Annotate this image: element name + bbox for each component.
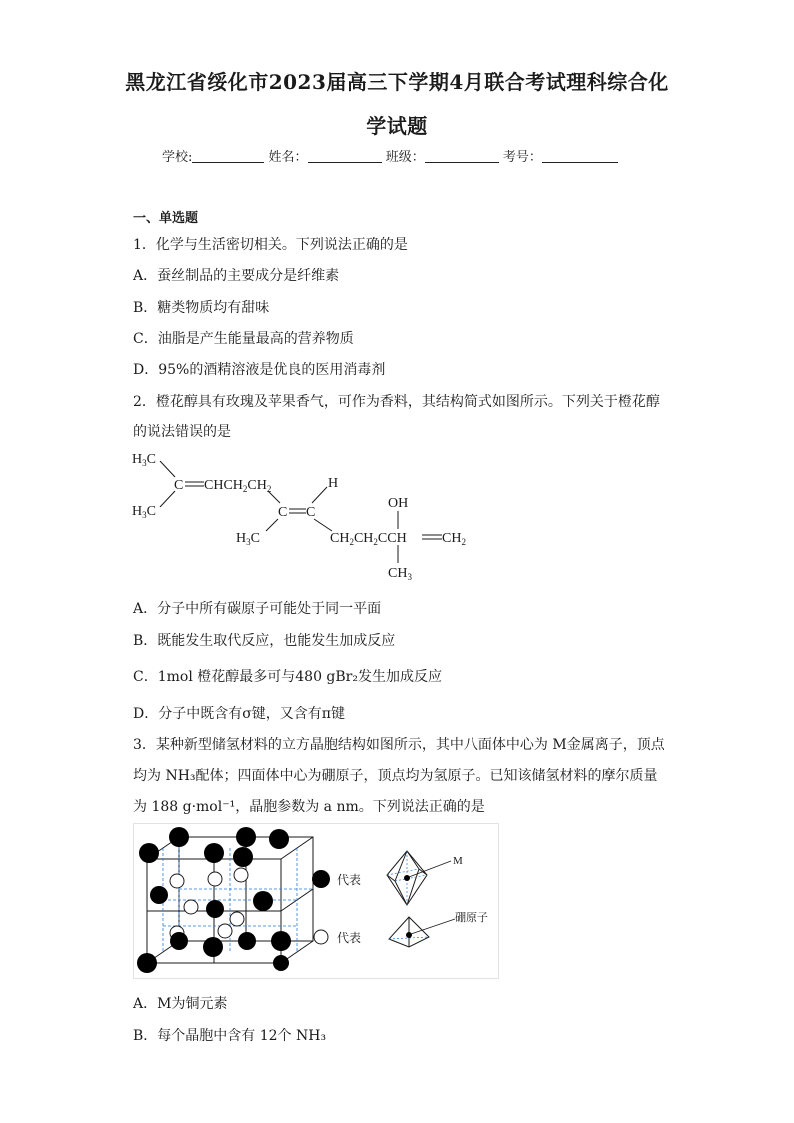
school-label: 学校: <box>162 150 193 165</box>
svg-text:C: C <box>278 505 288 520</box>
page-title-line2: 学试题 <box>366 114 428 138</box>
svg-text:C: C <box>306 505 316 520</box>
legend-black-sphere <box>312 870 330 888</box>
svg-text:C: C <box>174 478 184 493</box>
name-blank[interactable] <box>308 148 382 163</box>
svg-text:H3C: $H_3C$ <box>132 504 156 520</box>
section-title: 一、单选题 <box>133 211 199 226</box>
q2-option-d[interactable]: D．分子中既含有σ键，又含有π键 <box>133 706 345 722</box>
q2-option-b[interactable]: B．既能发生取代反应，也能发生加成反应 <box>133 633 396 649</box>
q1-option-d[interactable]: D．95%的酒精溶液是优良的医用消毒剂 <box>133 362 386 378</box>
q1-option-a[interactable]: A．蚕丝制品的主要成分是纤维素 <box>133 268 340 284</box>
class-blank[interactable] <box>425 148 499 163</box>
svg-text:CH3: $CH_3$ <box>388 566 412 582</box>
q1-option-c[interactable]: C．油脂是产生能量最高的营养物质 <box>133 331 354 347</box>
q2-option-a[interactable]: A．分子中所有碳原子可能处于同一平面 <box>133 601 382 617</box>
school-blank[interactable] <box>192 148 264 163</box>
q1-stem: 1．化学与生活密切相关。下列说法正确的是 <box>133 237 408 253</box>
q3-option-a[interactable]: A．M为铜元素 <box>133 996 228 1012</box>
svg-text:CH2CH2CCH: $CH_2CH_2CCH$ <box>330 531 407 547</box>
svg-text:CH2: $CH_2$ <box>442 531 466 547</box>
svg-text:CHCH2CH2: $CHCH_2CH_2$ <box>204 478 272 494</box>
q2-stem-line2: 的说法错误的是 <box>133 424 231 440</box>
q3-option-b[interactable]: B．每个晶胞中含有 12个 NH₃ <box>133 1028 327 1044</box>
exam-no-label: 考号： <box>502 150 542 165</box>
student-info-row <box>162 146 618 165</box>
page-title: 黑龙江省绥化市2023届高三下学期4月联合考试理科综合化 <box>125 70 669 94</box>
class-label: 班级： <box>385 150 425 165</box>
q2-stem-line1: 2．橙花醇具有玫瑰及苹果香气，可作为香料，其结构简式如图所示。下列关于橙花醇 <box>133 394 660 410</box>
q2-option-c[interactable]: C．1mol 橙花醇最多可与480 gBr₂发生加成反应 <box>133 669 442 685</box>
exam-no-blank[interactable] <box>542 148 618 163</box>
crystal-cell-figure <box>133 823 499 979</box>
legend-white-sphere <box>314 930 328 944</box>
label-m: M <box>453 855 463 867</box>
q3-stem-line2: 均为 NH₃配体；四面体中心为硼原子，顶点均为氢原子。已知该储氢材料的摩尔质量 <box>133 768 658 784</box>
q3-stem-line1: 3．某种新型储氢材料的立方晶胞结构如图所示，其中八面体中心为 M金属离子，顶点 <box>133 737 665 753</box>
q3-stem-line3: 为 188 g·mol⁻¹，晶胞参数为 a nm。下列说法正确的是 <box>133 799 485 815</box>
label-boron: 硼原子 <box>455 911 488 924</box>
svg-text:H: H <box>328 476 339 491</box>
name-label: 姓名： <box>268 150 308 165</box>
legend-black-label: 代表 <box>337 873 362 887</box>
svg-text:H3C: $H_3C$ <box>236 531 260 547</box>
svg-text:OH: OH <box>388 496 409 511</box>
svg-text:H3C: $H_3C$ <box>132 452 156 468</box>
nerol-structure-diagram <box>128 445 478 590</box>
legend-white-label: 代表 <box>337 931 362 945</box>
q1-option-b[interactable]: B．糖类物质均有甜味 <box>133 300 270 316</box>
